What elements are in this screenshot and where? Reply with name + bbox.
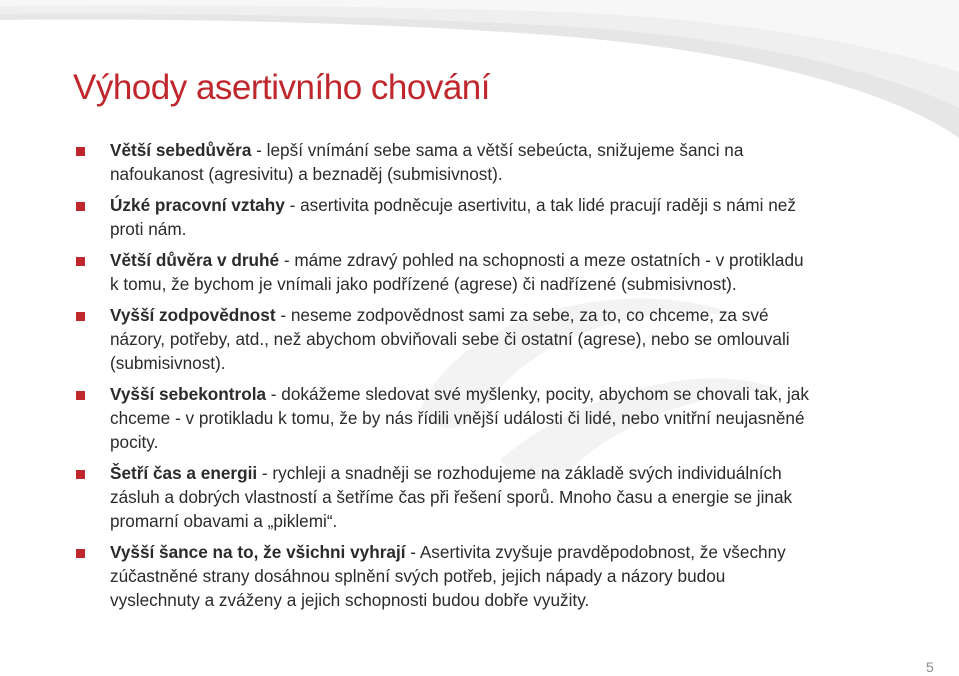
bullet-heading: Větší sebedůvěra [110, 140, 252, 160]
square-bullet-icon [76, 202, 85, 211]
square-bullet-icon [76, 312, 85, 321]
bullet-text: - Asertivita zvyšuje pravděpodobnost, že všechny zúčastněné strany dosáhnou splnění svých potřeb, jejich nápady a názory budou vyslechnuty a zváženy a jejich schopnosti budou dobře využity. [110, 542, 786, 610]
bullet-list [76, 138, 816, 619]
bullet-text: - lepší vnímání sebe sama a větší sebeúcta, snižujeme šanci na nafoukanost (agresivitu) a beznaděj (submisivnost). [110, 140, 744, 184]
bullet-text: - dokážeme sledovat své myšlenky, pocity, abychom se chovali tak, jak chceme - v protikladu k tomu, že by nás řídili vnější události či lidé, nebo vnitřní neujasněné pocity. [110, 384, 809, 452]
bullet-heading: Úzké pracovní vztahy [110, 195, 285, 215]
bullet-item [76, 461, 816, 533]
bullet-text: - rychleji a snadněji se rozhodujeme na základě svých individuálních zásluh a dobrých vlastností a šetříme čas při řešení sporů. Mnoho času a energie se jinak promarní obavami a „piklemi“. [110, 463, 793, 531]
bullet-item [76, 138, 816, 186]
square-bullet-icon [76, 391, 85, 400]
square-bullet-icon [76, 257, 85, 266]
square-bullet-icon [76, 147, 85, 156]
square-bullet-icon [76, 470, 85, 479]
slide-title: Výhody asertivního chování [73, 68, 490, 107]
bullet-heading: Vyšší zodpovědnost [110, 305, 276, 325]
bullet-text: - neseme zodpovědnost sami za sebe, za to, co chceme, za své názory, potřeby, atd., než abychom obviňovali sebe či ostatní (agrese), nebo se omlouvali (submisivnost). [110, 305, 790, 373]
bullet-heading: Větší důvěra v druhé [110, 250, 280, 270]
bullet-heading: Vyšší šance na to, že všichni vyhrají [110, 542, 406, 562]
bullet-item [76, 303, 816, 375]
bullet-text: - asertivita podněcuje asertivitu, a tak lidé pracují raději s námi než proti nám. [110, 195, 796, 239]
page-number: 5 [926, 659, 934, 675]
bullet-item [76, 540, 816, 612]
bullet-heading: Vyšší sebekontrola [110, 384, 267, 404]
bullet-item [76, 248, 816, 296]
square-bullet-icon [76, 549, 85, 558]
bullet-heading: Šetří čas a energii [110, 463, 258, 483]
bullet-text: - máme zdravý pohled na schopnosti a meze ostatních - v protikladu k tomu, že bychom je vnímali jako podřízené (agrese) či nadřízené (submisivnost). [110, 250, 804, 294]
bullet-item [76, 382, 816, 454]
bullet-item [76, 193, 816, 241]
